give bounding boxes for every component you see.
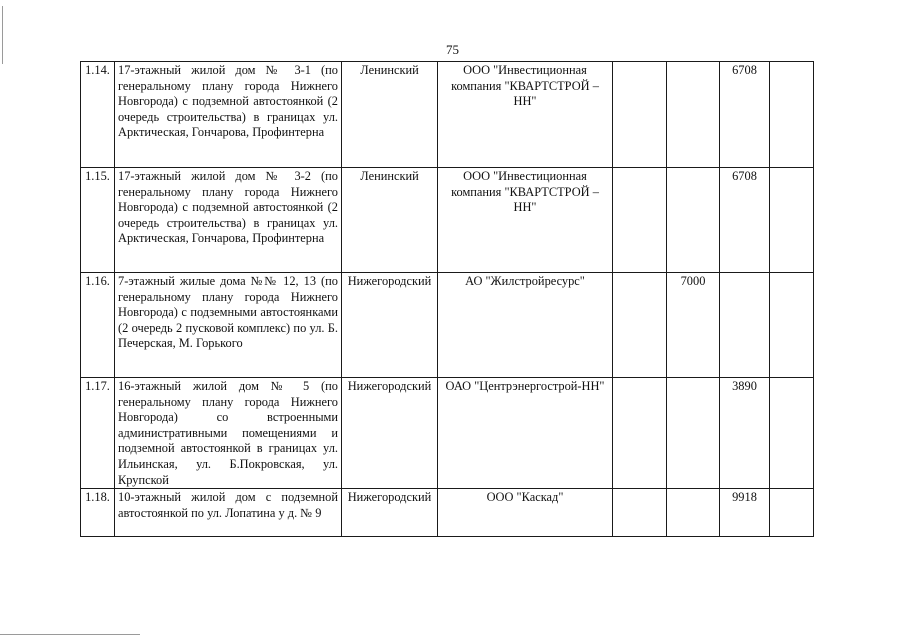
value-cell — [770, 378, 814, 489]
value-cell: 6708 — [720, 62, 770, 168]
object-description: 7-этажный жилые дома №№ 12, 13 (по генеральному плану города Нижнего Новгорода) с подземными автостоянками (2 очередь 2 пусковой комплекс) по ул. Б. Печерская, М. Горького — [115, 273, 342, 378]
page-number: 75 — [446, 42, 459, 57]
value-cell: 9918 — [720, 489, 770, 537]
value-cell: 3890 — [720, 378, 770, 489]
developer-name: ООО "Инвестиционная компания "КВАРТСТРОЙ – НН" — [438, 62, 613, 168]
value-cell — [667, 489, 720, 537]
value-cell — [770, 489, 814, 537]
value-cell — [667, 168, 720, 273]
table-row — [81, 489, 814, 537]
object-description: 10-этажный жилой дом с подземной автостоянкой по ул. Лопатина у д. № 9 — [115, 489, 342, 537]
row-number: 1.17. — [81, 378, 115, 489]
value-cell — [770, 168, 814, 273]
table-row — [81, 273, 814, 378]
developer-name: ООО "Каскад" — [438, 489, 613, 537]
district-name: Нижегородский — [342, 489, 438, 537]
construction-objects-table — [80, 61, 814, 537]
row-number: 1.16. — [81, 273, 115, 378]
row-number: 1.14. — [81, 62, 115, 168]
value-cell: 6708 — [720, 168, 770, 273]
row-number: 1.15. — [81, 168, 115, 273]
value-cell — [613, 273, 667, 378]
row-number: 1.18. — [81, 489, 115, 537]
district-name: Ленинский — [342, 62, 438, 168]
value-cell — [667, 62, 720, 168]
object-description: 17-этажный жилой дом № 3-1 (по генеральному плану города Нижнего Новгорода) с подземной автостоянкой (2 очередь строительства) в границах ул. Арктическая, Гончарова, Профинтерна — [115, 62, 342, 168]
developer-name: ОАО "Центрэнергострой-НН" — [438, 378, 613, 489]
value-cell: 7000 — [667, 273, 720, 378]
district-name: Ленинский — [342, 168, 438, 273]
table-row — [81, 62, 814, 168]
developer-name: АО "Жилстройресурс" — [438, 273, 613, 378]
value-cell — [770, 273, 814, 378]
object-description: 17-этажный жилой дом № 3-2 (по генеральному плану города Нижнего Новгорода) с подземной автостоянкой (2 очередь строительства) в границах ул. Арктическая, Гончарова, Профинтерна — [115, 168, 342, 273]
value-cell — [613, 378, 667, 489]
value-cell — [613, 489, 667, 537]
scan-edge-mark — [2, 6, 3, 64]
table-row — [81, 168, 814, 273]
table-row — [81, 378, 814, 489]
value-cell — [667, 378, 720, 489]
object-description: 16-этажный жилой дом № 5 (по генеральному плану города Нижнего Новгорода) со встроенными административными помещениями и подземной автостоянкой в границах ул. Ильинская, ул. Б.Покровская, ул. Крупской — [115, 378, 342, 489]
developer-name: ООО "Инвестиционная компания "КВАРТСТРОЙ – НН" — [438, 168, 613, 273]
value-cell — [720, 273, 770, 378]
value-cell — [770, 62, 814, 168]
value-cell — [613, 168, 667, 273]
district-name: Нижегородский — [342, 273, 438, 378]
district-name: Нижегородский — [342, 378, 438, 489]
value-cell — [613, 62, 667, 168]
scan-edge-mark — [0, 634, 140, 635]
